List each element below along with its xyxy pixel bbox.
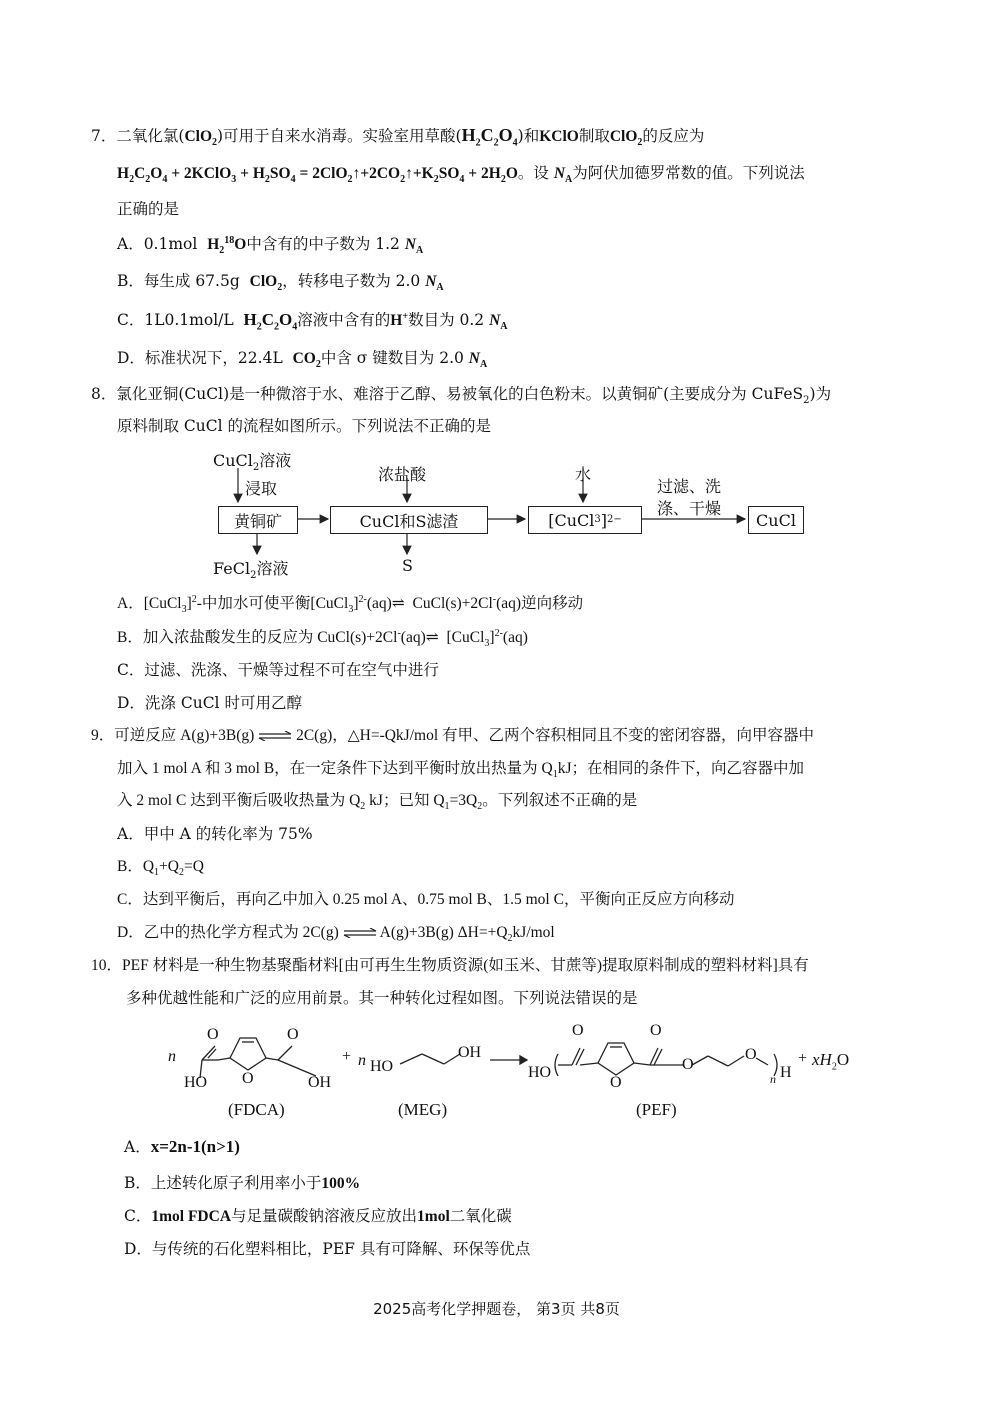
plus-sign-2: + [798,1050,808,1067]
q8-stem-line2: 原料制取 CuCl 的流程如图所示。下列说法不正确的是 [117,417,492,435]
fdca-o2: O [287,1026,299,1043]
q8-option-c[interactable]: C．过滤、洗涤、干燥等过程不可在空气中进行 [117,661,439,679]
flow-step-filter-2: 涤、干燥 [657,499,722,518]
label-meg: (MEG) [398,1100,448,1119]
q8-option-a[interactable]: A．[CuCl$_3$]$^2$-中加水可使平衡[CuCl$_3$]$^{2-}$(aq)⇌ CuCl(s)+2Cl-(aq)逆向移动 [117,593,584,616]
q7-option-a[interactable]: A．0.1mol $H_2^{18}O$中含有的中子数为 1.2 $N_A$ [117,234,424,257]
q8-option-d[interactable]: D．洗涤 CuCl 时可用乙醇 [117,694,302,712]
q10-option-a[interactable]: A．x=2n-1(n>1) [124,1137,240,1156]
q10-option-d[interactable]: D．与传统的石化塑料相比，PEF 具有可降解、环保等优点 [124,1240,531,1258]
pef-ring-o: O [610,1074,622,1091]
q9-stem-line2: 加入 1 mol A 和 3 mol B，在一定条件下达到平衡时放出热量为 $Q_1kJ$；在相同的条件下，向乙容器中加 [117,760,805,781]
q10-stem-line1: 10．PEF 材料是一种生物基聚酯材料[由可再生生物质资源(如玉米、甘蔗等)提取原料制成的塑料材料]具有 [91,957,809,974]
coef-n-meg: n [358,1052,366,1069]
pef-ho: HO [528,1064,552,1081]
flow-input-hcl: 浓盐酸 [378,465,427,484]
q7-option-d[interactable]: D．标准状况下，22.4L $CO_2$中含 σ 键数目为 2.0 $N_A$ [117,349,488,371]
flow-output-fecl2: FeCl$_2$溶液 [213,559,289,582]
q8-option-b[interactable]: B．加入浓盐酸发生的反应为 CuCl(s)+2Cl-(aq)⇌ [CuCl$_3$]$^{2-}$(aq) [117,627,528,650]
q10-reaction-scheme [160,1018,880,1128]
flow-step-leach: 浸取 [245,479,278,498]
flow-box-chalcopyrite: 黄铜矿 [218,506,298,534]
q7-stem-line1: 7．二氧化氯(ClO$_2$)可用于自来水消毒。实验室用草酸$(H_2C_2O_4)$和KClO制取ClO$_2$的反应为 [91,125,705,149]
q9-option-d[interactable]: D．乙中的热化学方程式为 2C(g) A(g)+3B(g) $\Delta H=+Q_2kJ$/mol [117,924,555,945]
q9-option-c[interactable]: C．达到平衡后，再向乙中加入 0.25 mol A、0.75 mol B、1.5 mol C，平衡向正反应方向移动 [117,891,735,908]
q7-option-c[interactable]: C．1L0.1mol/L $H_2C_2O_4$溶液中含有的H+数目为 0.2 $N_A$ [117,310,508,333]
q9-option-b[interactable]: B．$Q_1+Q_2=Q$ [117,858,204,879]
coef-n-fdca: n [168,1048,176,1065]
q10-option-b[interactable]: B．上述转化原子利用率小于100% [124,1174,361,1192]
q7-reaction-equation: $H_2C_2O_4$ + 2KClO$_3$ + $H_2SO_4$ = $2ClO_2↑+2CO_2↑+K_2SO_4 + 2H_2O$ [117,165,518,186]
flow-output-s: S [402,556,413,575]
equilibrium-arrow-icon [258,731,292,741]
flow-step-filter-1: 过滤、洗 [657,477,722,496]
q8-stem-line1: 8．氯化亚铜(CuCl)是一种微溶于水、难溶于乙醇、易被氧化的白色粉末。以黄铜矿(主要成分为 CuFeS$_2$)为 [91,385,832,407]
q8-flowchart [200,440,820,580]
pef-o-carbonyl-2: O [650,1022,662,1039]
flow-box-cucl3: [CuCl 3 ] 2− [528,506,642,534]
label-fdca: (FDCA) [228,1100,285,1119]
flow-input-cucl2: CuCl$_2$溶液 [213,451,292,474]
water-product: $xH_2O$ [812,1050,850,1073]
q7-equation-line: $H_2C_2O_4$ + 2KClO$_3$ + $H_2SO_4$ = $2ClO_2↑+2CO_2↑+K_2SO_4 + 2H_2O$。设 $N_A$为阿伏加德罗常数的值。下列说法 [117,164,805,186]
q10-option-c[interactable]: C．1mol FDCA与足量碳酸钠溶液反应放出1mol二氧化碳 [124,1207,512,1225]
q9-stem-line3: 入 2 mol C 达到平衡后吸收热量为 $Q_2$ kJ；已知 $Q_1=3Q_2$。下列叙述不正确的是 [117,792,638,813]
q7-option-b[interactable]: B．每生成 67.5g ClO$_2$，转移电子数为 2.0 $N_A$ [117,272,444,294]
q9-option-a[interactable]: A．甲中 A 的转化率为 75% [117,825,313,843]
meg-oh: OH [458,1044,482,1061]
fdca-ho: HO [184,1074,208,1091]
flow-input-water: 水 [575,465,592,484]
fdca-oh: OH [308,1074,332,1091]
q7-stem-line3: 正确的是 [117,200,180,218]
meg-ho: HO [370,1058,394,1075]
pef-subscript-n: n [770,1072,776,1086]
fdca-o1: O [207,1026,219,1043]
pef-o-carbonyl-1: O [572,1022,584,1039]
q9-stem-line1: 9．可逆反应 A(g)+3B(g) 2C(g)，△H=-QkJ/mol 有甲、乙两个容积相同且不变的密闭容器，向甲容器中 [91,727,815,744]
pef-o-ester: O [682,1056,694,1073]
equilibrium-arrow-icon [343,928,377,938]
page-footer: 2025高考化学押题卷， 第3页 共8页 [373,1300,620,1318]
fdca-ring-o: O [242,1070,254,1087]
q10-stem-line2: 多种优越性能和广泛的应用前景。其一种转化过程如图。下列说法错误的是 [126,989,638,1007]
pef-h: H [780,1064,792,1081]
plus-sign-1: + [342,1048,352,1065]
label-pef: (PEF) [636,1100,677,1119]
flow-box-cucl: CuCl [748,506,804,534]
pef-o-end: O [745,1046,757,1063]
flow-box-cucl-s: CuCl和S滤渣 [330,506,488,534]
